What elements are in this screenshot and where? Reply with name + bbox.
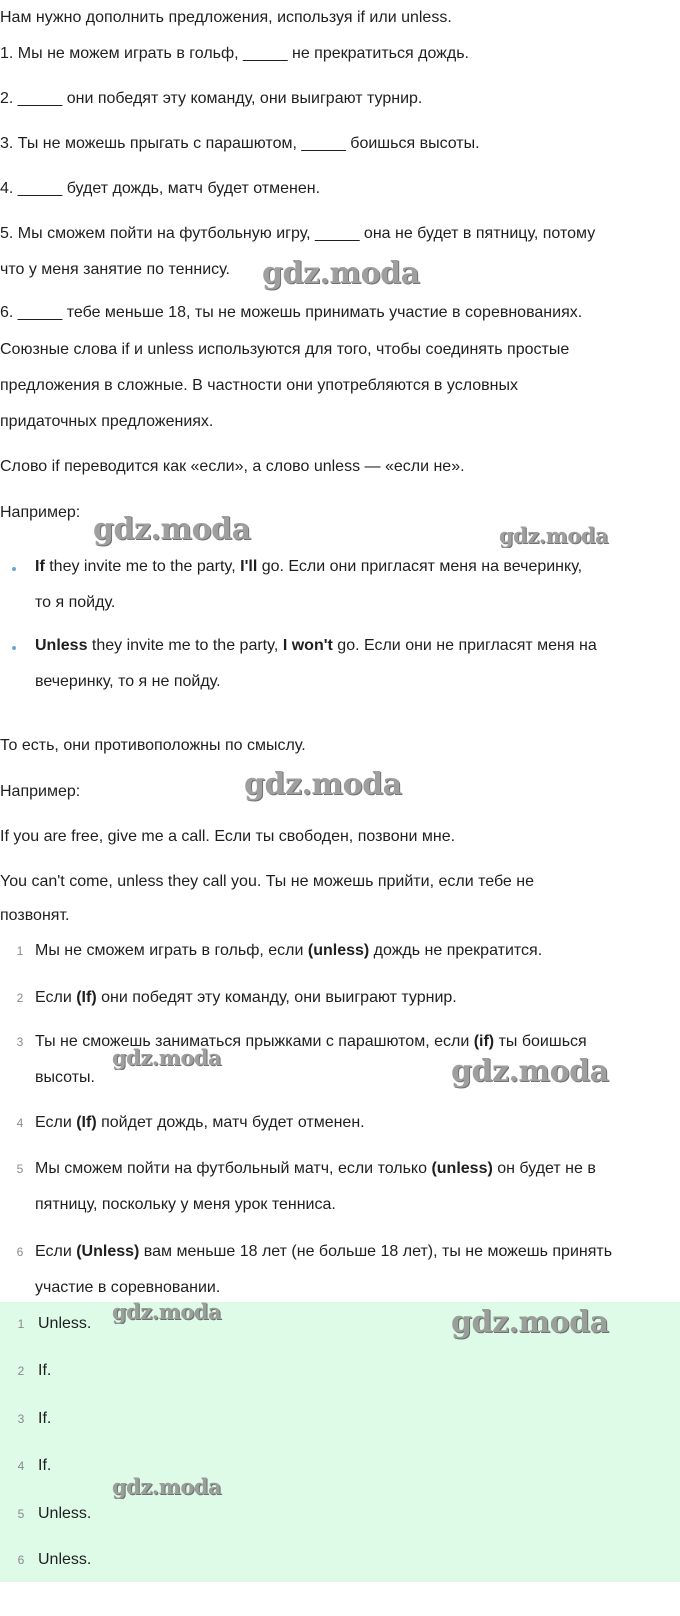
watermark: gdz.moda [451,1305,609,1340]
list-number: 5 [16,1162,24,1176]
answer-number: 4 [17,1459,25,1473]
list-item-line2: участие в соревновании. [35,1279,221,1296]
item-text: Мы сможем пойти на футбольный матч, если только [35,1160,432,1177]
bullet-marker [12,646,16,650]
watermark: gdz.moda [499,523,609,548]
item-text: вам меньше 18 лет (не больше 18 лет), ты не можешь принять [139,1243,613,1260]
bullet-item-unless [35,628,675,664]
keyword: (If) [76,989,97,1006]
list-item [35,1151,675,1187]
answer-text: Unless. [38,1551,92,1568]
keyword: (If) [76,1114,97,1131]
question-3: 3. Ты не можешь прыгать с парашютом, _____ боишься высоты. [0,135,480,152]
list-number: 6 [16,1245,24,1259]
example-2-line1: You can't come, unless they call you. Ты не можешь прийти, если тебе не [0,873,534,890]
answer-text: Unless. [38,1505,92,1522]
question-2: 2. _____ они победят эту команду, они выиграют турнир. [0,90,423,107]
keyword: If [35,558,45,575]
item-text: ты боишься [494,1033,587,1050]
answer-text: If. [38,1410,52,1427]
list-item [35,933,675,969]
bullet-item-if-line2: то я пойду. [35,594,116,611]
item-text: Ты не сможешь заниматься прыжками с парашютом, если [35,1033,474,1050]
item-text: он будет не в [492,1160,596,1177]
keyword: I'll [240,558,258,575]
answer-number: 6 [17,1553,25,1567]
bullet-item-unless-line2: вечеринку, то я не пойду. [35,673,221,690]
watermark: gdz.moda [451,1054,609,1089]
answer-number: 2 [17,1364,25,1378]
bullet-marker [12,567,16,571]
question-6: 6. _____ тебе меньше 18, ты не можешь принимать участие в соревнованиях. [0,304,583,321]
bullet-text: they invite me to the party, [87,637,283,654]
watermark: gdz.moda [93,512,251,547]
item-text: они победят эту команду, они выиграют турнир. [96,989,457,1006]
example-label: Например: [0,504,81,521]
theory-opposite: То есть, они противоположны по смыслу. [0,737,306,754]
theory-translation: Слово if переводится как «если», а слово unless — «если не». [0,458,465,475]
example-2-line2: позвонят. [0,907,70,924]
watermark: gdz.moda [244,767,402,802]
item-text: пойдет дождь, матч будет отменен. [96,1114,365,1131]
question-4: 4. _____ будет дождь, матч будет отменен. [0,180,321,197]
item-text: Если [35,1114,77,1131]
list-item [35,1105,675,1141]
answer-number: 1 [17,1317,25,1331]
list-item [35,980,675,1016]
list-number: 3 [16,1035,24,1049]
keyword: I won't [282,637,333,654]
bullet-item-if [35,549,675,585]
theory-line-3: придаточных предложениях. [0,413,214,430]
watermark: gdz.moda [262,256,420,291]
item-text: Если [35,989,77,1006]
list-number: 1 [16,944,24,958]
keyword: (unless) [431,1160,493,1177]
keyword: (Unless) [76,1243,140,1260]
list-number: 2 [16,991,24,1005]
bullet-text: go. Если они не пригласят меня на [332,637,597,654]
answer-text: Unless. [38,1315,92,1332]
theory-line-2: предложения в сложные. В частности они употребляются в условных [0,377,518,394]
item-text: Мы не сможем играть в гольф, если [35,942,308,959]
list-item [35,1234,675,1270]
bullet-text: go. Если они пригласят меня на вечеринку, [257,558,583,575]
answer-number: 5 [17,1507,25,1521]
watermark: gdz.moda [112,1474,222,1499]
question-5-line2: что у меня занятие по теннису. [0,261,230,278]
watermark: gdz.moda [112,1045,222,1070]
task-text: Нам нужно дополнить предложения, используя if или unless. [0,9,452,26]
keyword: (if) [473,1033,495,1050]
keyword: Unless [35,637,88,654]
bullet-text: they invite me to the party, [44,558,241,575]
theory-line-1: Союзные слова if и unless используются для того, чтобы соединять простые [0,341,570,358]
example-1: If you are free, give me a call. Если ты свободен, позвони мне. [0,828,456,845]
question-1: 1. Мы не можем играть в гольф, _____ не прекратиться дождь. [0,45,469,62]
question-5-line1: 5. Мы сможем пойти на футбольную игру, _____ она не будет в пятницу, потому [0,225,596,242]
item-text: Если [35,1243,77,1260]
watermark: gdz.moda [112,1299,222,1324]
example-label-2: Например: [0,783,81,800]
answer-number: 3 [17,1412,25,1426]
list-item-line2: высоты. [35,1069,95,1086]
answer-text: If. [38,1457,52,1474]
list-item-line2: пятницу, поскольку у меня урок тенниса. [35,1196,336,1213]
item-text: дождь не прекратится. [369,942,543,959]
answer-text: If. [38,1362,52,1379]
list-number: 4 [16,1116,24,1130]
answers-box [0,1302,680,1582]
keyword: (unless) [307,942,370,959]
